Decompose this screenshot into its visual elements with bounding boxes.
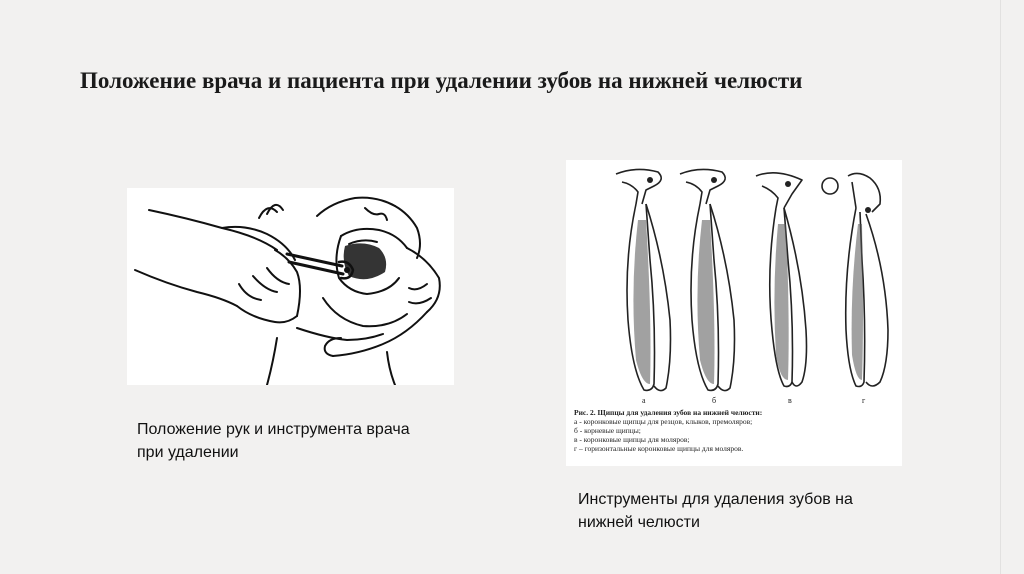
- figure-caption-title: Рис. 2. Щипцы для удаления зубов на нижней челюсти:: [574, 408, 763, 417]
- illustration-doctor-hands: [127, 188, 454, 385]
- illustration-forceps: [566, 160, 902, 466]
- figure-caption-line: б - корневые щипцы;: [574, 426, 641, 435]
- hands-drawing: [127, 188, 454, 385]
- figure-caption-line: а - коронковые щипцы для резцов, клыков, премоляров;: [574, 417, 753, 426]
- figure-letter-a: а: [642, 396, 646, 405]
- forceps-drawing: [566, 160, 902, 400]
- figure-caption-line: в - коронковые щипцы для моляров;: [574, 435, 690, 444]
- figure-letter-v: в: [788, 396, 792, 405]
- figure-letter-g: г: [862, 396, 866, 405]
- slide-title: Положение врача и пациента при удалении зубов на нижней челюсти: [80, 68, 803, 93]
- figure-letter-b: б: [712, 396, 717, 405]
- figure-caption-line: г – горизонтальные коронковые щипцы для моляров.: [574, 444, 744, 453]
- right-image-caption: Инструменты для удаления зубов на нижней челюсти: [578, 491, 853, 531]
- figure-caption: [574, 408, 894, 453]
- slide-edge-line: [1000, 0, 1001, 574]
- left-image-caption: Положение рук и инструмента врача при удалении: [137, 421, 410, 461]
